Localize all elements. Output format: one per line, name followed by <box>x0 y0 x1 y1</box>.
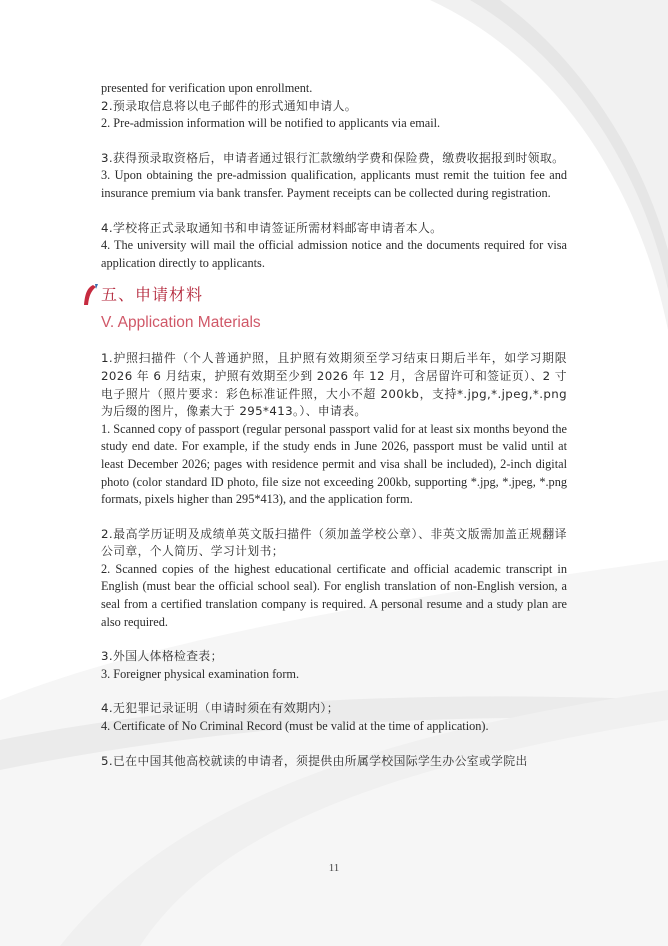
item-en: 4. Certificate of No Criminal Record (must be valid at the time of application). <box>101 719 489 734</box>
section-title-zh: 五、申请材料 <box>101 285 204 305</box>
item-zh: 2.预录取信息将以电子邮件的形式通知申请人。 <box>101 98 357 113</box>
item-zh: 4.学校将正式录取通知书和申请签证所需材料邮寄申请者本人。 <box>101 220 443 235</box>
item-zh: 3.获得预录取资格后，申请者通过银行汇款缴纳学费和保险费，缴费收据报到时领取。 <box>101 150 565 165</box>
section-flag-icon <box>83 284 99 306</box>
continuation-text: presented for verification upon enrollment. <box>101 81 313 95</box>
item-zh: 4.无犯罪记录证明（申请时须在有效期内）； <box>101 701 339 716</box>
item-en: 4. The university will mail the official admission notice and the documents required for visa application directly to applicants. <box>101 238 567 270</box>
item-en: 3. Foreigner physical examination form. <box>101 666 300 681</box>
item-zh: 5.已在中国其他高校就读的申请者，须提供由所属学校国际学生办公室或学院出 <box>101 753 528 768</box>
item-en: 2. Scanned copies of the highest educational certificate and official academic transcript in English (must bear the official school seal). For english translation of non-English version, a seal from a certified translation company is required. A personal resume and a study plan are also required. <box>101 561 567 629</box>
item-en: 1. Scanned copy of passport (regular personal passport valid for at least six months beyond the study end date. For example, if the study ends in June 2026, passport must be valid until at least December 2026; pages with residence permit and visa shall be included), 2-inch digital photo (color standard ID photo, file size not exceeding 200kb, supporting *.jpg, *.jpeg, *.png formats, pixels higher than 295*413), and the application form. <box>101 421 567 507</box>
item-en: 3. Upon obtaining the pre-admission qualification, applicants must remit the tuition fee and insurance premium via bank transfer. Payment receipts can be collected during registration. <box>101 168 567 200</box>
page-content <box>101 80 567 770</box>
item-en: 2. Pre-admission information will be notified to applicants via email. <box>101 116 441 131</box>
item-zh: 2.最高学历证明及成绩单英文版扫描件（须加盖学校公章）、非英文版需加盖正规翻译公司章，个人简历、学习计划书； <box>101 526 567 559</box>
section-title-en: V. Application Materials <box>101 314 261 332</box>
section-heading <box>101 278 567 314</box>
item-zh: 3.外国人体格检查表； <box>101 649 223 664</box>
page-number: 11 <box>328 862 340 874</box>
item-zh: 1.护照扫描件（个人普通护照，且护照有效期须至学习结束日期后半年，如学习期限 2026 年 6 月结束，护照有效期至少到 2026 年 12 月，含居留许可和签证页）、2 寸电子照片（照片要求：彩色标准证件照，大小不超 200kb，支持*.jpg,*.jpeg,*.png 为后缀的图片，像素大于 295*413。）、申请表。 <box>101 351 567 419</box>
